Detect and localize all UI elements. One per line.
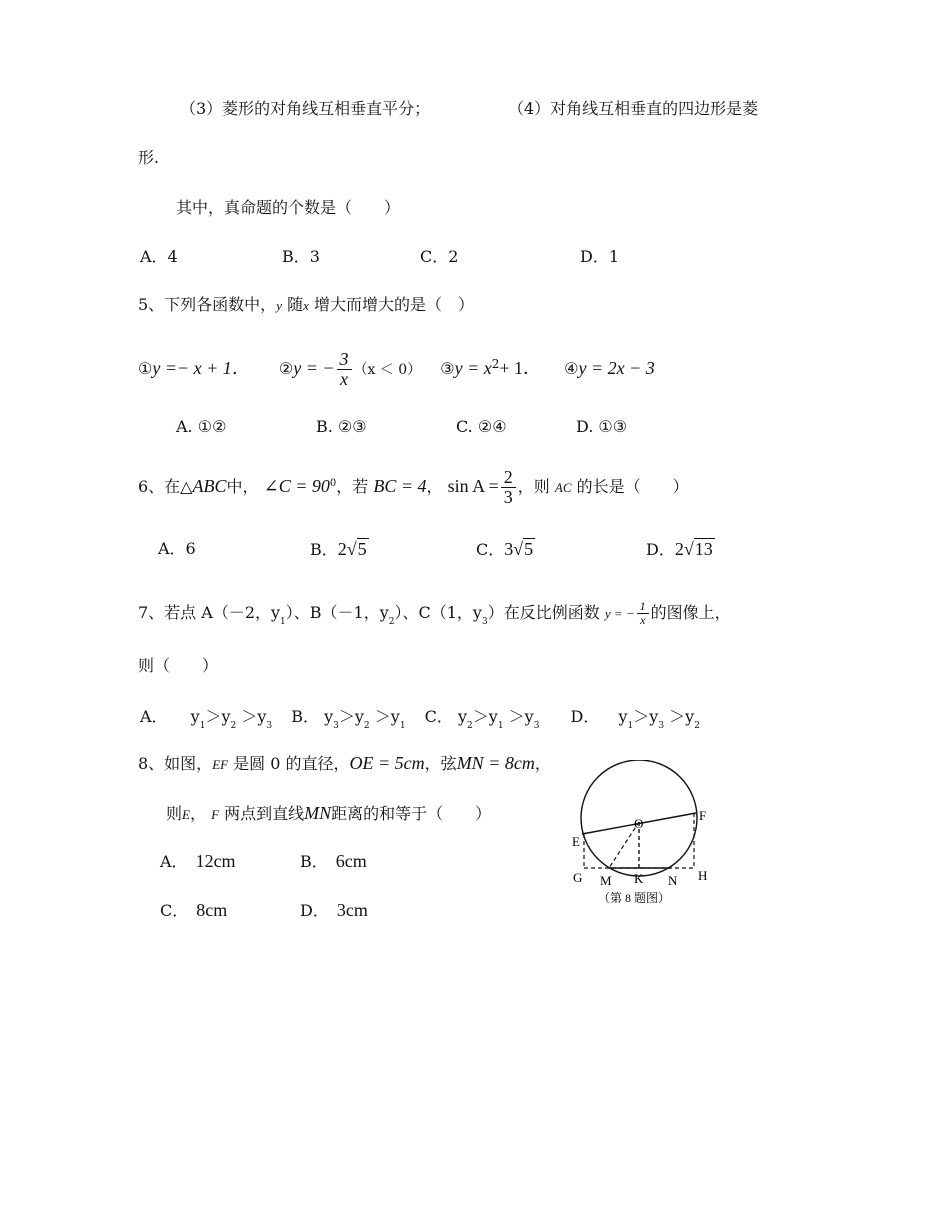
q5-option-c: C. ②④ xyxy=(456,417,507,436)
q8-option-d: D． 3cm xyxy=(300,900,368,920)
q8-option-a: A． 12cm xyxy=(160,851,236,871)
q4-option-b: B．3 xyxy=(282,247,320,266)
label-g: G xyxy=(573,870,583,885)
q6-stem: 6、在△ABC中， ∠C = $90^0$，若 BC = 4， sin A = $\frac{2}{3}$ ，则 AC 的长是（ ） xyxy=(138,467,689,507)
label-n: N xyxy=(668,873,678,888)
q4-option-c: C．2 xyxy=(420,247,459,266)
q7-options: A． $y_1>y_2 >y_3$ B． $y_3>y_2 >y_1$ C． $y_2>y_1 >y_3$ D． $y_1>y_3 >y_2$ xyxy=(140,707,700,731)
q8-stem-line2: 则E， F 两点到直线MN距离的和等于（ ） xyxy=(166,803,492,823)
q5-option-d: D. ①③ xyxy=(576,417,628,436)
q7-then: 则（ ） xyxy=(138,656,219,675)
label-f: F xyxy=(699,808,707,823)
q4-option-d: D．1 xyxy=(580,247,620,266)
q4-question: 其中，真命题的个数是（ ） xyxy=(176,198,401,217)
q5-stem: 5、下列各函数中，y 随x 增大而增大的是（ ） xyxy=(138,295,474,314)
statement-4-continued: 形. xyxy=(138,148,160,167)
q6-option-a: A．6 xyxy=(158,539,196,558)
label-h: H xyxy=(698,868,708,883)
q6-option-d: D．2√13 xyxy=(646,539,713,559)
q5-option-b: B. ②③ xyxy=(316,417,367,436)
label-o: O xyxy=(634,816,644,831)
q6-option-c: C．3√5 xyxy=(476,539,534,559)
statement-3: （3）菱形的对角线互相垂直平分； xyxy=(180,99,431,118)
q8-option-c: C． 8cm xyxy=(160,900,228,920)
label-e: E xyxy=(572,834,580,849)
q4-option-a: A．4 xyxy=(140,247,178,266)
q5-option-a: A. ①② xyxy=(176,417,227,436)
circle-figure xyxy=(560,760,730,910)
figure-caption: （第 8 题图） xyxy=(598,891,671,905)
label-k: K xyxy=(634,871,644,886)
q7-stem: 7、若点 A（－2，$y_1$）、B（－1，$y_2$）、C（1，$y_3$）在反比例函数 y = − $\frac{1}{x}$ 的图像上， xyxy=(138,599,731,627)
label-m: M xyxy=(600,873,612,888)
q8-stem: 8、如图，EF 是圆 0 的直径，OE = 5cm，弦MN = 8cm， xyxy=(138,753,551,773)
q6-option-b: B．2√5 xyxy=(310,539,367,559)
q8-option-b: B． 6cm xyxy=(300,851,367,871)
statement-4: （4）对角线互相垂直的四边形是菱 xyxy=(508,99,759,118)
q5-expressions: ①y =− x + 1． ②y = − $\frac{3}{x}$ （x ＜ 0） ③y = $x^2+ 1$． ④y = 2x − 3 xyxy=(138,349,655,389)
